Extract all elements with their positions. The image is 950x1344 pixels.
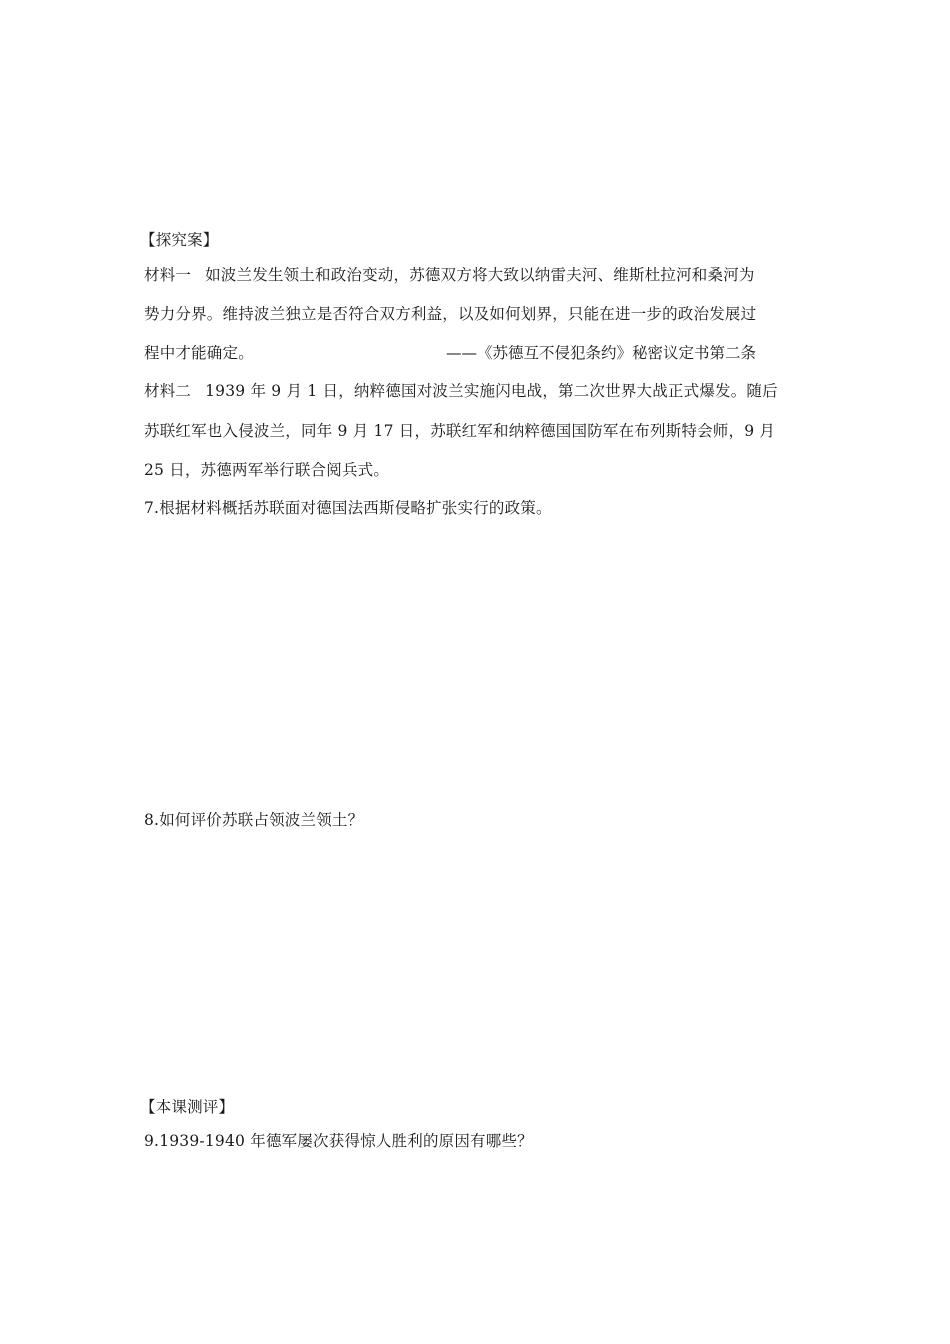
question-7: 7.根据材料概括苏联面对德国法西斯侵略扩张实行的政策。	[144, 499, 552, 517]
material1-text-1: 如波兰发生领土和政治变动，苏德双方将大致以纳雷夫河、维斯杜拉河和桑河为	[205, 266, 755, 284]
inquiry-heading: 【探究案】	[140, 231, 219, 249]
material2-text-3: 25 日，苏德两军举行联合阅兵式。	[144, 461, 390, 479]
material1-text-3: 程中才能确定。	[144, 344, 254, 362]
material1-label: 材料一	[144, 266, 192, 284]
material1-source: ——《苏德互不侵犯条约》秘密议定书第二条	[446, 344, 757, 362]
question-9: 9.1939-1940 年德军屡次获得惊人胜利的原因有哪些？	[144, 1132, 533, 1150]
material2-line1	[144, 381, 778, 401]
material1-text-2: 势力分界。维持波兰独立是否符合双方利益，以及如何划界，只能在进一步的政治发展过	[144, 305, 757, 323]
material2-text-1: 1939 年 9 月 1 日，纳粹德国对波兰实施闪电战，第二次世界大战正式爆发。随后	[205, 382, 778, 400]
material1-line1	[144, 265, 755, 285]
material2-text-2: 苏联红军也入侵波兰，同年 9 月 17 日，苏联红军和纳粹德国国防军在布列斯特会师，9 月	[144, 422, 776, 440]
question-8: 8.如何评价苏联占领波兰领土？	[144, 811, 364, 829]
assessment-heading: 【本课测评】	[140, 1098, 235, 1116]
material2-label: 材料二	[144, 382, 192, 400]
